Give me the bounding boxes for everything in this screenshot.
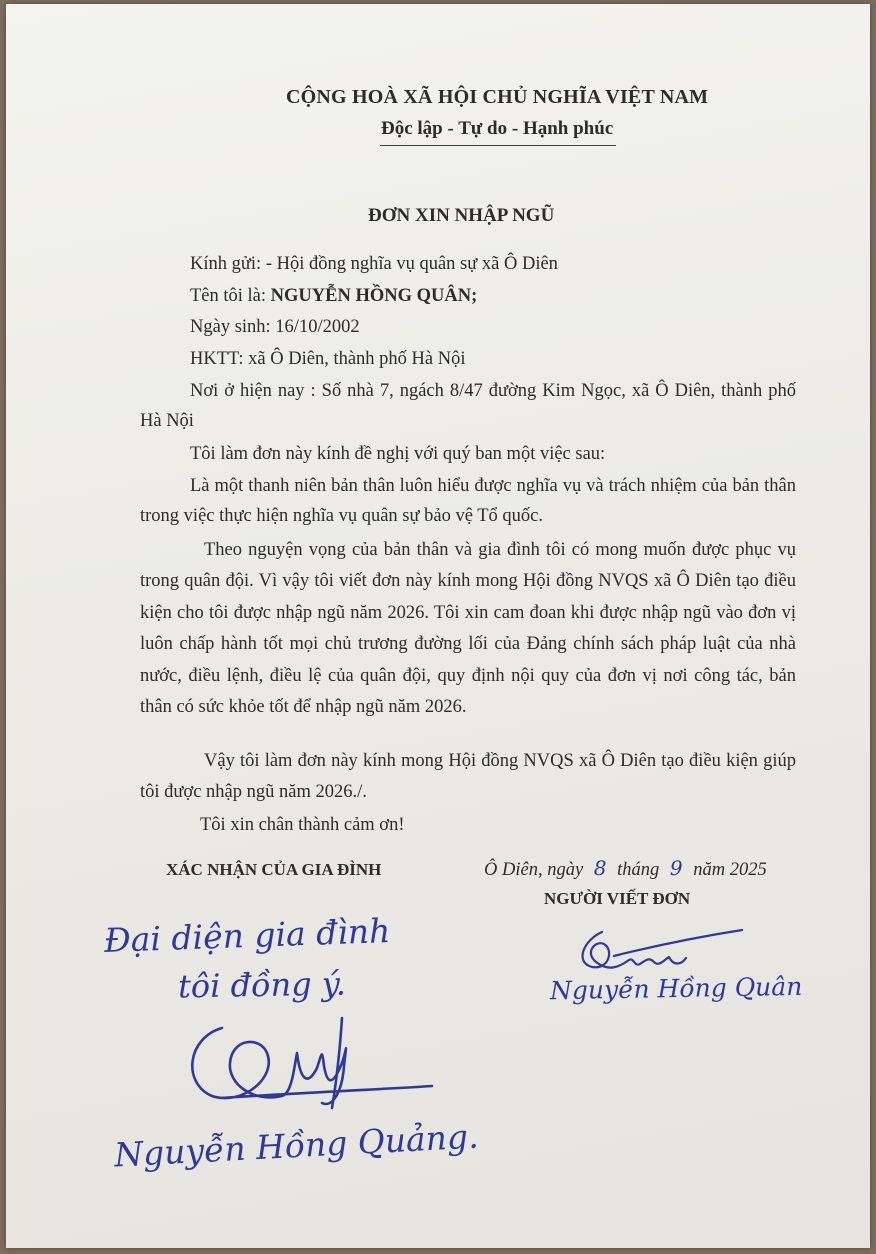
applicant-name-label: Tên tôi là: [190,286,267,306]
recipient-label: Kính gửi: [190,254,262,274]
sign-date-month-label: tháng [617,860,660,880]
applicant-name: NGUYỄN HỒNG QUÂN; [270,286,478,306]
family-confirm-heading: XÁC NHẬN CỦA GIA ĐÌNH [166,860,382,879]
document-title: ĐƠN XIN NHẬP NGŨ [368,205,555,226]
applicant-handwritten-name: Nguyễn Hồng Quân [549,971,803,1006]
applicant-sign-heading: NGƯỜI VIẾT ĐƠN [544,889,691,908]
paragraph-duty: Là một thanh niên bản thân luôn hiểu được nghĩa vụ và trách nhiệm của bản thân trong việc thực hiện nghĩa vụ quân sự bảo vệ Tổ quốc. [140,476,796,526]
recipient-value: - Hội đồng nghĩa vụ quân sự xã Ô Diên [265,254,558,274]
family-signature [182,1008,462,1118]
family-handwritten-line2: tôi đồng ý. [177,964,347,1006]
document-page [6,4,870,1248]
applicant-dob: Ngày sinh: 16/10/2002 [190,317,360,337]
national-name: CỘNG HOÀ XÃ HỘI CHỦ NGHĨA VIỆT NAM [286,86,709,108]
applicant-residence: Nơi ở hiện nay : Số nhà 7, ngách 8/47 đường Kim Ngọc, xã Ô Diên, thành phố Hà Nội [140,381,796,431]
sign-date-month: 9 [669,856,683,880]
applicant-name-line [190,286,477,307]
sign-date-year: năm 2025 [693,860,767,880]
recipient-line [190,254,558,275]
sign-date-line [484,856,767,881]
thanks-line: Tôi xin chân thành cảm ơn! [200,815,405,835]
paragraph-request: Vậy tôi làm đơn này kính mong Hội đồng NVQS xã Ô Diên tạo điều kiện giúp tôi được nhập ngũ năm 2026./. [140,751,796,802]
paragraph-wish: Theo nguyện vọng của bản thân và gia đình tôi có mong muốn được phục vụ trong quân đội. Vì vậy tôi viết đơn này kính mong Hội đồng NVQS xã Ô Diên tạo điều kiện cho tôi được nhập ngũ năm 2026. Tôi xin cam đoan khi được nhập ngũ vào đơn vị luôn chấp hành tốt mọi chủ trương đường lối của Đảng chính sách pháp luật của nhà nước, điều lệnh, điều lệ của quân đội, quy định nội quy của đơn vị nơi công tác, bản thân có sức khỏe tốt để nhập ngũ năm 2026. [140,540,796,718]
sign-date-day: 8 [593,856,607,880]
request-line: Tôi làm đơn này kính đề nghị với quý ban một việc sau: [190,444,606,464]
sign-date-prefix: Ô Diên, ngày [484,860,584,880]
applicant-hktt: HKTT: xã Ô Diên, thành phố Hà Nội [190,349,466,369]
family-handwritten-name: Nguyễn Hồng Quảng. [113,1116,480,1175]
family-handwritten-line1: Đại diện gia đình [103,911,391,960]
motto-underline [380,145,616,146]
national-motto: Độc lập - Tự do - Hạnh phúc [381,118,614,139]
